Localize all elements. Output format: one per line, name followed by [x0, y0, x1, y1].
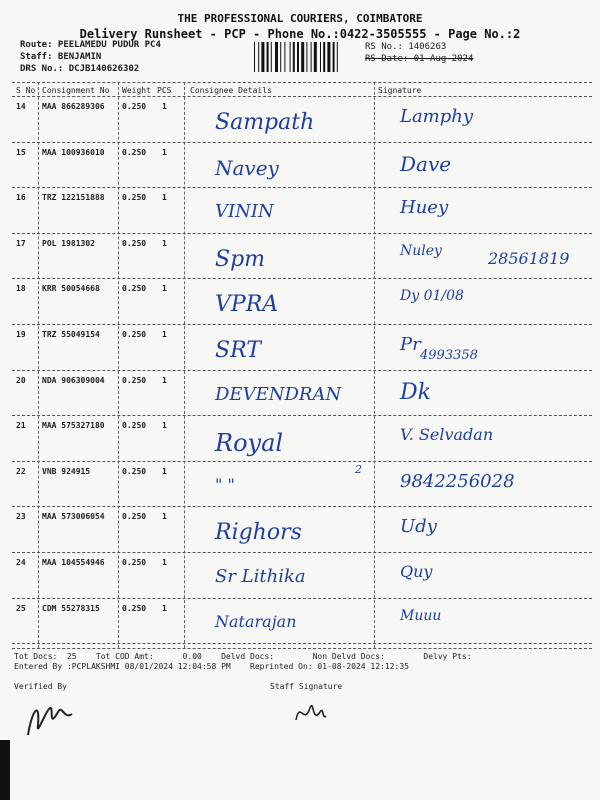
handwritten-signature: Dk — [400, 379, 431, 405]
handwritten-consignee: DEVENDRAN — [215, 383, 342, 405]
row-consignment-no: TRZ 55049154 — [42, 330, 100, 339]
row-pcs: 1 — [162, 558, 167, 567]
row-sno: 21 — [16, 421, 26, 431]
row-pcs: 1 — [162, 330, 167, 339]
row-weight: 0.250 — [122, 284, 147, 294]
row-weight: 0.250 — [122, 603, 147, 613]
row-consignment-no: NDA 906309004 — [42, 375, 105, 385]
handwritten-signature: Muuu — [400, 607, 442, 624]
handwritten-note: 2 — [355, 462, 362, 476]
handwritten-consignee: Spm — [215, 246, 266, 272]
row-sno: 19 — [16, 330, 26, 339]
handwritten-consignee: Royal — [215, 429, 284, 458]
row-separator — [12, 278, 592, 279]
table-top-rule — [12, 82, 592, 83]
row-sno: 17 — [16, 238, 26, 248]
row-separator — [12, 324, 592, 325]
handwritten-signature: Nuley — [400, 242, 442, 259]
table-bottom-rule — [12, 648, 592, 649]
verifier-signature-mark — [20, 690, 80, 745]
route-label: Route: PEELAMEDU PUDUR PC4 — [20, 40, 161, 50]
row-weight: 0.250 — [122, 102, 147, 111]
row-sno: 24 — [16, 558, 26, 567]
row-consignment-no: CDM 55278315 — [42, 603, 100, 613]
handwritten-consignee: SRT — [215, 338, 261, 363]
row-consignment-no: MAA 575327180 — [42, 421, 105, 431]
scan-edge-shadow — [0, 740, 10, 800]
handwritten-consignee: Navey — [215, 155, 279, 180]
table-header-rule — [12, 96, 592, 97]
row-separator — [12, 598, 592, 599]
row-consignment-no: MAA 573006054 — [42, 512, 105, 522]
row-pcs: 1 — [162, 102, 167, 111]
handwritten-signature: Lamphy — [400, 106, 474, 127]
row-weight: 0.250 — [122, 558, 147, 567]
row-pcs: 1 — [162, 421, 167, 431]
handwritten-note: 4993358 — [420, 348, 478, 363]
row-pcs: 1 — [162, 466, 167, 476]
row-separator — [12, 370, 592, 371]
col-divider — [118, 82, 119, 648]
handwritten-consignee: " " — [215, 474, 235, 494]
row-weight: 0.250 — [122, 421, 147, 431]
row-weight: 0.250 — [122, 512, 147, 522]
handwritten-signature: Quy — [400, 562, 433, 581]
row-consignment-no: KRR 50054668 — [42, 284, 100, 294]
handwritten-signature: Udy — [400, 516, 437, 538]
handwritten-consignee: VININ — [215, 201, 274, 223]
company-name: THE PROFESSIONAL COURIERS, COIMBATORE — [177, 12, 423, 25]
row-sno: 20 — [16, 375, 26, 385]
runsheet-title: Delivery Runsheet - PCP - Phone No.:0422-3505555 - Page No.:2 — [79, 27, 521, 41]
row-pcs: 1 — [162, 512, 167, 522]
handwritten-signature: Huey — [400, 197, 449, 219]
col-sno: S No — [16, 86, 36, 95]
row-consignment-no: MAA 866289306 — [42, 102, 105, 111]
staff-signature-label: Staff Signature — [270, 682, 343, 691]
entered-by-line: Entered By :PCPLAKSHMI 08/01/2024 12:04:58 PM Reprinted On: 01-08-2024 12:12:35 — [14, 662, 409, 671]
col-divider — [184, 82, 185, 648]
row-sno: 23 — [16, 512, 26, 522]
row-weight: 0.250 — [122, 193, 147, 203]
col-consignee: Consignee Details — [190, 86, 272, 95]
col-signature: Signature — [378, 86, 422, 95]
handwritten-signature: 9842256028 — [400, 470, 515, 492]
totals-line: Tot Docs: 25 Tot COD Amt: 0.00 Delvd Docs: Non Delvd Docs: Delvy Pts: — [14, 652, 472, 661]
handwritten-signature: V. Selvadan — [400, 425, 494, 445]
row-weight: 0.250 — [122, 375, 147, 385]
col-divider — [374, 82, 375, 648]
handwritten-consignee: VPRA — [215, 292, 279, 318]
col-weight: Weight — [122, 86, 151, 95]
col-pcs: PCS — [157, 86, 172, 95]
row-consignment-no: TRZ 122151888 — [42, 193, 105, 203]
row-pcs: 1 — [162, 147, 167, 157]
row-sno: 18 — [16, 284, 26, 294]
drs-number: DRS No.: DCJB140626302 — [20, 64, 140, 74]
row-separator — [12, 142, 592, 143]
col-divider — [38, 82, 39, 648]
row-consignment-no: MAA 104554946 — [42, 558, 105, 567]
verified-by-label: Verified By — [14, 682, 67, 691]
staff-signature-mark — [290, 690, 330, 730]
row-consignment-no: MAA 100936010 — [42, 147, 105, 157]
handwritten-signature: Dy 01/08 — [400, 288, 464, 305]
row-separator — [12, 461, 592, 462]
handwritten-consignee: Sr Lithika — [215, 566, 306, 587]
row-consignment-no: VNB 924915 — [42, 466, 91, 476]
row-sno: 16 — [16, 193, 26, 203]
row-separator — [12, 415, 592, 416]
row-separator — [12, 643, 592, 644]
row-separator — [12, 233, 592, 234]
row-pcs: 1 — [162, 284, 167, 294]
row-pcs: 1 — [162, 603, 167, 613]
row-sno: 22 — [16, 466, 26, 476]
handwritten-note: 28561819 — [488, 248, 570, 268]
barcode-image — [252, 42, 360, 72]
handwritten-consignee: Sampath — [215, 110, 315, 135]
row-separator — [12, 187, 592, 188]
handwritten-signature: Dave — [400, 151, 452, 176]
row-pcs: 1 — [162, 193, 167, 203]
row-consignment-no: POL 1981302 — [42, 238, 95, 248]
row-pcs: 1 — [162, 375, 167, 385]
row-weight: 0.250 — [122, 238, 147, 248]
col-consignment: Consignment No — [42, 86, 110, 95]
handwritten-consignee: Natarajan — [215, 611, 297, 631]
staff-label: Staff: BENJAMIN — [20, 52, 102, 62]
handwritten-consignee: Righors — [215, 520, 302, 546]
row-weight: 0.250 — [122, 330, 147, 339]
row-sno: 15 — [16, 147, 26, 157]
row-separator — [12, 506, 592, 507]
row-pcs: 1 — [162, 238, 167, 248]
row-weight: 0.250 — [122, 466, 147, 476]
rs-date: RS Date: 01-Aug-2024 — [365, 54, 474, 64]
row-separator — [12, 552, 592, 553]
rs-number: RS No.: 1406263 — [365, 42, 447, 52]
row-sno: 14 — [16, 102, 26, 111]
row-sno: 25 — [16, 603, 26, 613]
row-weight: 0.250 — [122, 147, 147, 157]
handwritten-signature: Pr — [400, 334, 421, 355]
